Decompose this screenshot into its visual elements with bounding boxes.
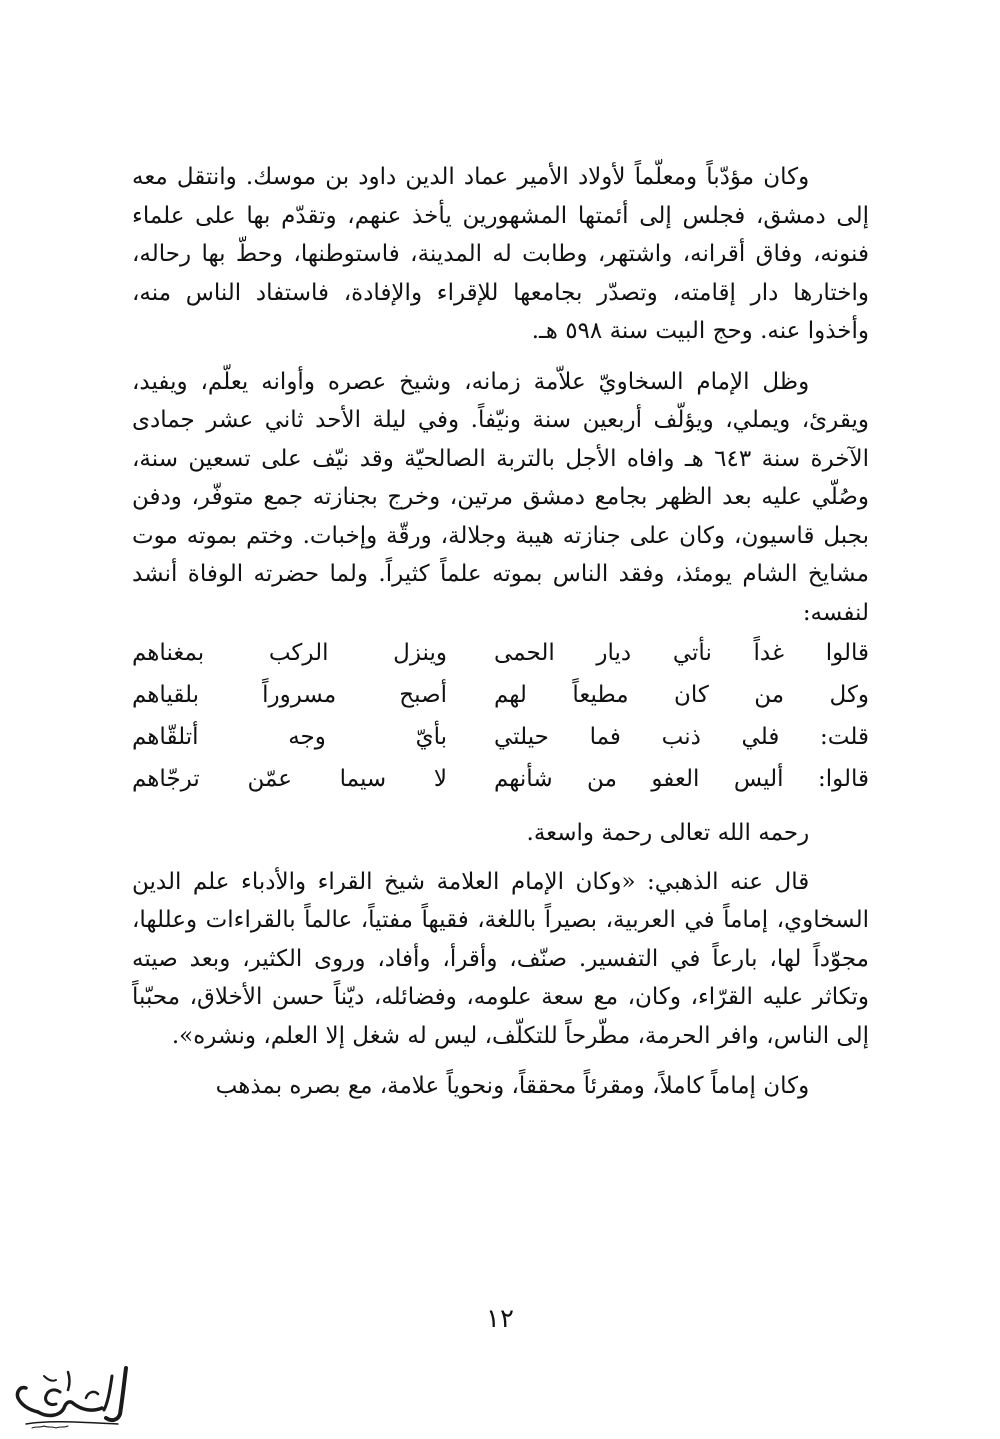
calligraphy-signature-icon xyxy=(8,1362,138,1434)
poem-verse xyxy=(132,632,869,674)
poem-verse xyxy=(132,758,869,800)
poem-verse xyxy=(132,716,869,758)
paragraph-dhahabi-quote: قال عنه الذهبي: «وكان الإمام العلامة شيخ القراء والأدباء علم الدين السخاوي، إماماً في العربية، بصيراً باللغة، فقيهاً مفتياً، عالماً بالقراءات وعللها، مجوّداً لها، بارعاً في التفسير. صنّف، وأقرأ، وأفاد، وروى الكثير، وبعد صيته وتكاثر عليه القرّاء، وكان، مع سعة علومه، وفضائله، ديّناً حسن الأخلاق، محبّباً إلى الناس، وافر الحرمة، مطّرحاً للتكلّف، ليس له شغل إلا العلم، ونشره». xyxy=(132,868,869,1049)
paragraph-death: وظل الإمام السخاويّ علاّمة زمانه، وشيخ عصره وأوانه يعلّم، ويفيد، ويقرئ، ويملي، ويؤلّف أربعين سنة ونيّفاً. وفي ليلة الأحد ثاني عشر جمادى الآخرة سنة ٦٤٣ هـ وافاه الأجل بالتربة الصالحيّة وقد نيّف على تسعين سنة، وصُلّي عليه بعد الظهر بجامع دمشق مرتين، وخرج بجنازته جمع متوفّر، ودفن بجبل قاسيون، وكان على جنازته هيبة وجلالة، ورقّة وإخبات. وختم بموته موت مشايخ الشام يومئذ، وفقد الناس بموته علماً كثيراً. ولما حضرته الوفاة أنشد لنفسه: xyxy=(132,368,869,626)
paragraph-biography: وكان مؤدّباً ومعلّماً لأولاد الأمير عماد الدين داود بن موسك. وانتقل معه إلى دمشق، فجلس إلى أئمتها المشهورين يأخذ عنهم، وتقدّم بها على علماء فنونه، وفاق أقرانه، واشتهر، وطابت له المدينة، فاستوطنها، وحطّ بها رحاله، واختارها دار إقامته، وتصدّر بجامعها للإقراء والإفادة، فاستفاد الناس منه، وأخذوا عنه. وحج البيت سنة ٥٩٨ هـ. xyxy=(132,164,869,344)
poem-hemistich-second: وينزل الركب بمغناهم xyxy=(132,640,447,666)
poem-hemistich-second: لا سيما عمّن ترجّاهم xyxy=(132,766,447,792)
page-body xyxy=(132,158,869,1106)
poem-hemistich-first: قلت: فلي ذنب فما حيلتي xyxy=(494,724,869,750)
poem-hemistich-second: أصبح مسروراً بلقياهم xyxy=(132,682,447,708)
poem-verse xyxy=(132,674,869,716)
poem-hemistich-first: وكل من كان مطيعاً لهم xyxy=(494,682,869,708)
poem-hemistich-first: قالوا: أليس العفو من شأنهم xyxy=(494,766,869,792)
paragraph-continuation: وكان إماماً كاملاً، ومقرئاً محققاً، ونحوياً علامة، مع بصره بمذهب xyxy=(215,1073,810,1099)
poem xyxy=(132,632,869,800)
poem-hemistich-first: قالوا غداً نأتي ديار الحمى xyxy=(494,640,869,666)
prayer-line: رحمه الله تعالى رحمة واسعة. xyxy=(526,820,810,846)
watermark-logo xyxy=(8,1362,138,1434)
poem-hemistich-second: بأيّ وجه أتلقّاهم xyxy=(132,724,447,750)
page-number: ١٢ xyxy=(486,1304,514,1334)
